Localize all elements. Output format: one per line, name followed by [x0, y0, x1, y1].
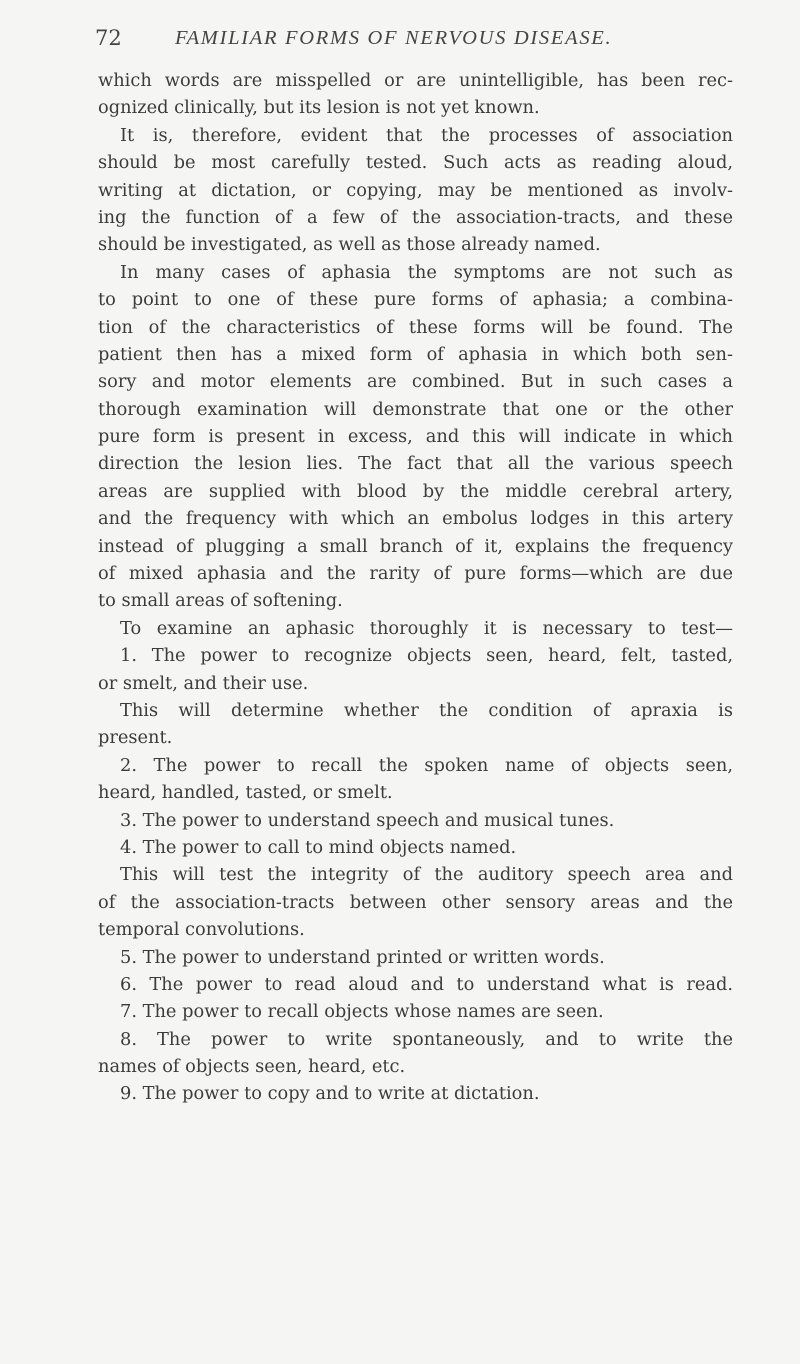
- text-line: to point to one of these pure forms of aphasia; a combina-: [98, 289, 733, 311]
- text-line: heard, handled, tasted, or smelt.: [98, 782, 393, 804]
- text-line: or smelt, and their use.: [98, 672, 309, 694]
- text-line: 5. The power to understand printed or written words.: [120, 946, 605, 968]
- text-line: patient then has a mixed form of aphasia in which both sen-: [98, 343, 733, 365]
- text-line: It is, therefore, evident that the processes of association: [120, 124, 733, 146]
- text-line: This will determine whether the condition of apraxia is: [120, 699, 733, 721]
- text-line: direction the lesion lies. The fact that all the various speech: [98, 453, 733, 475]
- text-line: and the frequency with which an embolus lodges in this artery: [98, 508, 733, 530]
- body-text: [98, 67, 733, 1108]
- text-line: 8. The power to write spontaneously, and to write the: [120, 1028, 733, 1050]
- text-line: 9. The power to copy and to write at dictation.: [120, 1083, 540, 1105]
- text-line: pure form is present in excess, and this will indicate in which: [98, 426, 733, 448]
- text-line: to small areas of softening.: [98, 590, 343, 612]
- text-line: names of objects seen, heard, etc.: [98, 1056, 406, 1078]
- running-title: FAMILIAR FORMS OF NERVOUS DISEASE.: [175, 27, 613, 49]
- text-line: present.: [98, 727, 173, 749]
- text-line: instead of plugging a small branch of it, explains the frequency: [98, 535, 733, 557]
- text-line: ing the function of a few of the association-tracts, and these: [98, 206, 733, 228]
- text-line: 6. The power to read aloud and to understand what is read.: [120, 973, 733, 995]
- text-line: In many cases of aphasia the symptoms are not such as: [120, 261, 733, 283]
- text-line: which words are misspelled or are unintelligible, has been rec-: [98, 70, 733, 91]
- text-line: of the association-tracts between other sensory areas and the: [98, 891, 733, 913]
- text-line: thorough examination will demonstrate that one or the other: [98, 398, 733, 420]
- text-line: areas are supplied with blood by the middle cerebral artery,: [98, 480, 733, 502]
- page-number: 72: [95, 26, 122, 50]
- text-line: 4. The power to call to mind objects named.: [120, 836, 517, 858]
- text-line: tion of the characteristics of these forms will be found. The: [98, 316, 733, 338]
- text-line: temporal convolutions.: [98, 919, 305, 941]
- text-line: To examine an aphasic thoroughly it is necessary to test—: [120, 617, 733, 639]
- text-line: sory and motor elements are combined. But in such cases a: [98, 371, 733, 393]
- text-line: 2. The power to recall the spoken name of objects seen,: [120, 754, 733, 776]
- text-line: writing at dictation, or copying, may be mentioned as involv-: [98, 179, 733, 201]
- text-line: This will test the integrity of the auditory speech area and: [120, 864, 733, 886]
- text-line: should be investigated, as well as those already named.: [98, 234, 601, 256]
- text-line: should be most carefully tested. Such acts as reading aloud,: [98, 152, 733, 174]
- text-line: ognized clinically, but its lesion is not yet known.: [98, 97, 540, 119]
- text-line: of mixed aphasia and the rarity of pure forms—which are due: [98, 563, 733, 585]
- page-header: [95, 24, 735, 54]
- text-line: 3. The power to understand speech and musical tunes.: [120, 809, 615, 831]
- text-line: 7. The power to recall objects whose names are seen.: [120, 1001, 604, 1023]
- text-line: 1. The power to recognize objects seen, heard, felt, tasted,: [120, 645, 733, 667]
